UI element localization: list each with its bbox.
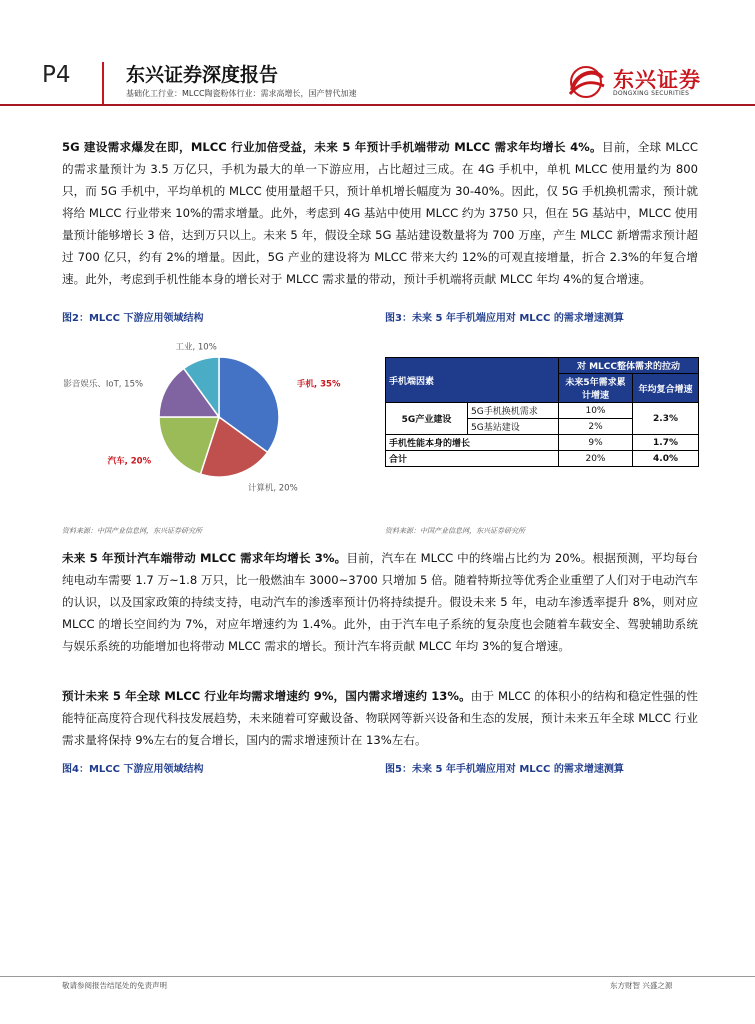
table-header-cagr: 年均复合增速 bbox=[633, 374, 699, 403]
brand-logo-icon bbox=[566, 64, 606, 100]
pie-label: 影音娱乐、IoT, 15% bbox=[63, 379, 144, 390]
footer-rule bbox=[0, 976, 755, 977]
header-divider bbox=[102, 62, 104, 106]
fig2-caption: 图2：MLCC 下游应用领域结构 bbox=[62, 313, 204, 324]
paragraph-auto-body: 目前，汽车在 MLCC 中的终端占比约为 20%。根据预测，平均每台纯电动车需要 1.7 万~1.8 万只，比一般燃油车 3000~3700 只增加 5 倍。随着特斯拉等优秀企业重塑了人们对于电动汽车的认识，以及国家政策的持续支持，电动汽车的渗透率预计仍将持续提升。假设未来 5 年，电动车渗透率提升 8%，则对应 MLCC 的增长空间约为 7%，对应年增速约为 1.4%。此外，由于汽车电子系统的复杂度也会随着车载安全、驾驶辅助系统与娱乐系统的功能增加也将带动 MLCC 需求的增长。预计汽车将贡献 MLCC 年均 3%的复合增速。 bbox=[62, 551, 698, 653]
paragraph-5g-lead: 5G 建设需求爆发在即，MLCC 行业加倍受益，未来 5 年预计手机端带动 MLCC 需求年均增长 4%。 bbox=[62, 140, 602, 154]
brand-logo-text: 东兴证券 bbox=[613, 68, 701, 92]
table-cell: 20% bbox=[559, 451, 633, 467]
table-row-perf-label: 手机性能本身的增长 bbox=[386, 435, 559, 451]
table-header-top: 对 MLCC整体需求的拉动 bbox=[559, 358, 699, 374]
table-row-5g-phone: 5G手机换机需求 bbox=[468, 403, 559, 419]
pie-label: 汽车, 20% bbox=[107, 456, 152, 467]
fig3-caption: 图3：未来 5 年手机端应用对 MLCC 的需求增速测算 bbox=[385, 313, 624, 324]
fig3-source: 资料来源：中国产业信息网，东兴证券研究所 bbox=[385, 527, 525, 535]
brand-logo-english: DONGXING SECURITIES bbox=[613, 90, 690, 97]
paragraph-auto-lead: 未来 5 年预计汽车端带动 MLCC 需求年均增长 3%。 bbox=[62, 551, 347, 565]
report-subtitle: 基础化工行业：MLCC陶瓷粉体行业：需求高增长，国产替代加速 bbox=[126, 89, 357, 98]
table-cell: 2% bbox=[559, 419, 633, 435]
table-row-total-label: 合计 bbox=[386, 451, 559, 467]
page-number: P4 bbox=[42, 62, 71, 88]
table-cell: 9% bbox=[559, 435, 633, 451]
table-header-cumulative: 未来5年需求累计增速 bbox=[559, 374, 633, 403]
report-title: 东兴证券深度报告 bbox=[126, 64, 279, 86]
header-rule bbox=[0, 104, 755, 106]
table-row-5g-label: 5G产业建设 bbox=[386, 403, 468, 435]
pie-chart bbox=[62, 330, 362, 510]
paragraph-5g bbox=[62, 136, 698, 290]
pie-label: 手机, 35% bbox=[296, 379, 341, 390]
fig5-caption: 图5：未来 5 年手机端应用对 MLCC 的需求增速测算 bbox=[385, 764, 624, 775]
fig2-source: 资料来源：中国产业信息网，东兴证券研究所 bbox=[62, 527, 202, 535]
table-row-5g-base: 5G基站建设 bbox=[468, 419, 559, 435]
paragraph-global bbox=[62, 685, 698, 751]
table-header-factor: 手机端因素 bbox=[386, 358, 559, 403]
paragraph-global-body: 由于 MLCC 的体积小的结构和稳定性强的性能特征高度符合现代科技发展趋势，未来随着可穿戴设备、物联网等新兴设备和生态的发展，预计未来五年全球 MLCC 行业需求量将保持 9%左右的复合增长，国内的需求增速预计在 13%左右。 bbox=[62, 689, 698, 747]
footer-disclaimer: 敬请参阅报告结尾处的免责声明 bbox=[62, 981, 167, 990]
paragraph-5g-body: 目前，全球 MLCC 的需求量预计为 3.5 万亿只，手机为最大的单一下游应用，占比超过三成。在 4G 手机中，单机 MLCC 使用量约为 800 只，而 5G 手机中，平均单机的 MLCC 使用量超千只，预计单机增长幅度为 30-40%。因此，仅 5G 手机换机需求，预计就将给 MLCC 行业带来 10%的需求增量。此外，考虑到 4G 基站中使用 MLCC 约为 3750 只，但在 5G 基站中，MLCC 使用量预计能够增长 3 倍，达到万只以上。未来 5 年，假设全球 5G 基站建设数量将为 700 万座，产生 MLCC 新增需求预计超过 700 亿只，约有 2%的增量。因此，5G 产业的建设将为 MLCC 带来大约 12%的可观直接增量，折合 2.3%的年复合增速。此外，考虑到手机性能本身的增长对于 MLCC 需求量的带动，预计手机端将贡献 MLCC 年均 4%的复合增速。 bbox=[62, 140, 698, 286]
table-cell: 4.0% bbox=[633, 451, 699, 467]
paragraph-auto bbox=[62, 547, 698, 657]
pie-label: 工业, 10% bbox=[175, 342, 217, 353]
paragraph-global-lead: 预计未来 5 年全球 MLCC 行业年均需求增速约 9%，国内需求增速约 13%。 bbox=[62, 689, 471, 703]
table-cell: 2.3% bbox=[633, 403, 699, 435]
pie-label: 计算机, 20% bbox=[247, 483, 298, 494]
fig4-caption: 图4：MLCC 下游应用领域结构 bbox=[62, 764, 204, 775]
footer-slogan: 东方财智 兴盛之源 bbox=[610, 981, 673, 990]
table-cell: 10% bbox=[559, 403, 633, 419]
table-cell: 1.7% bbox=[633, 435, 699, 451]
demand-table bbox=[385, 357, 699, 467]
